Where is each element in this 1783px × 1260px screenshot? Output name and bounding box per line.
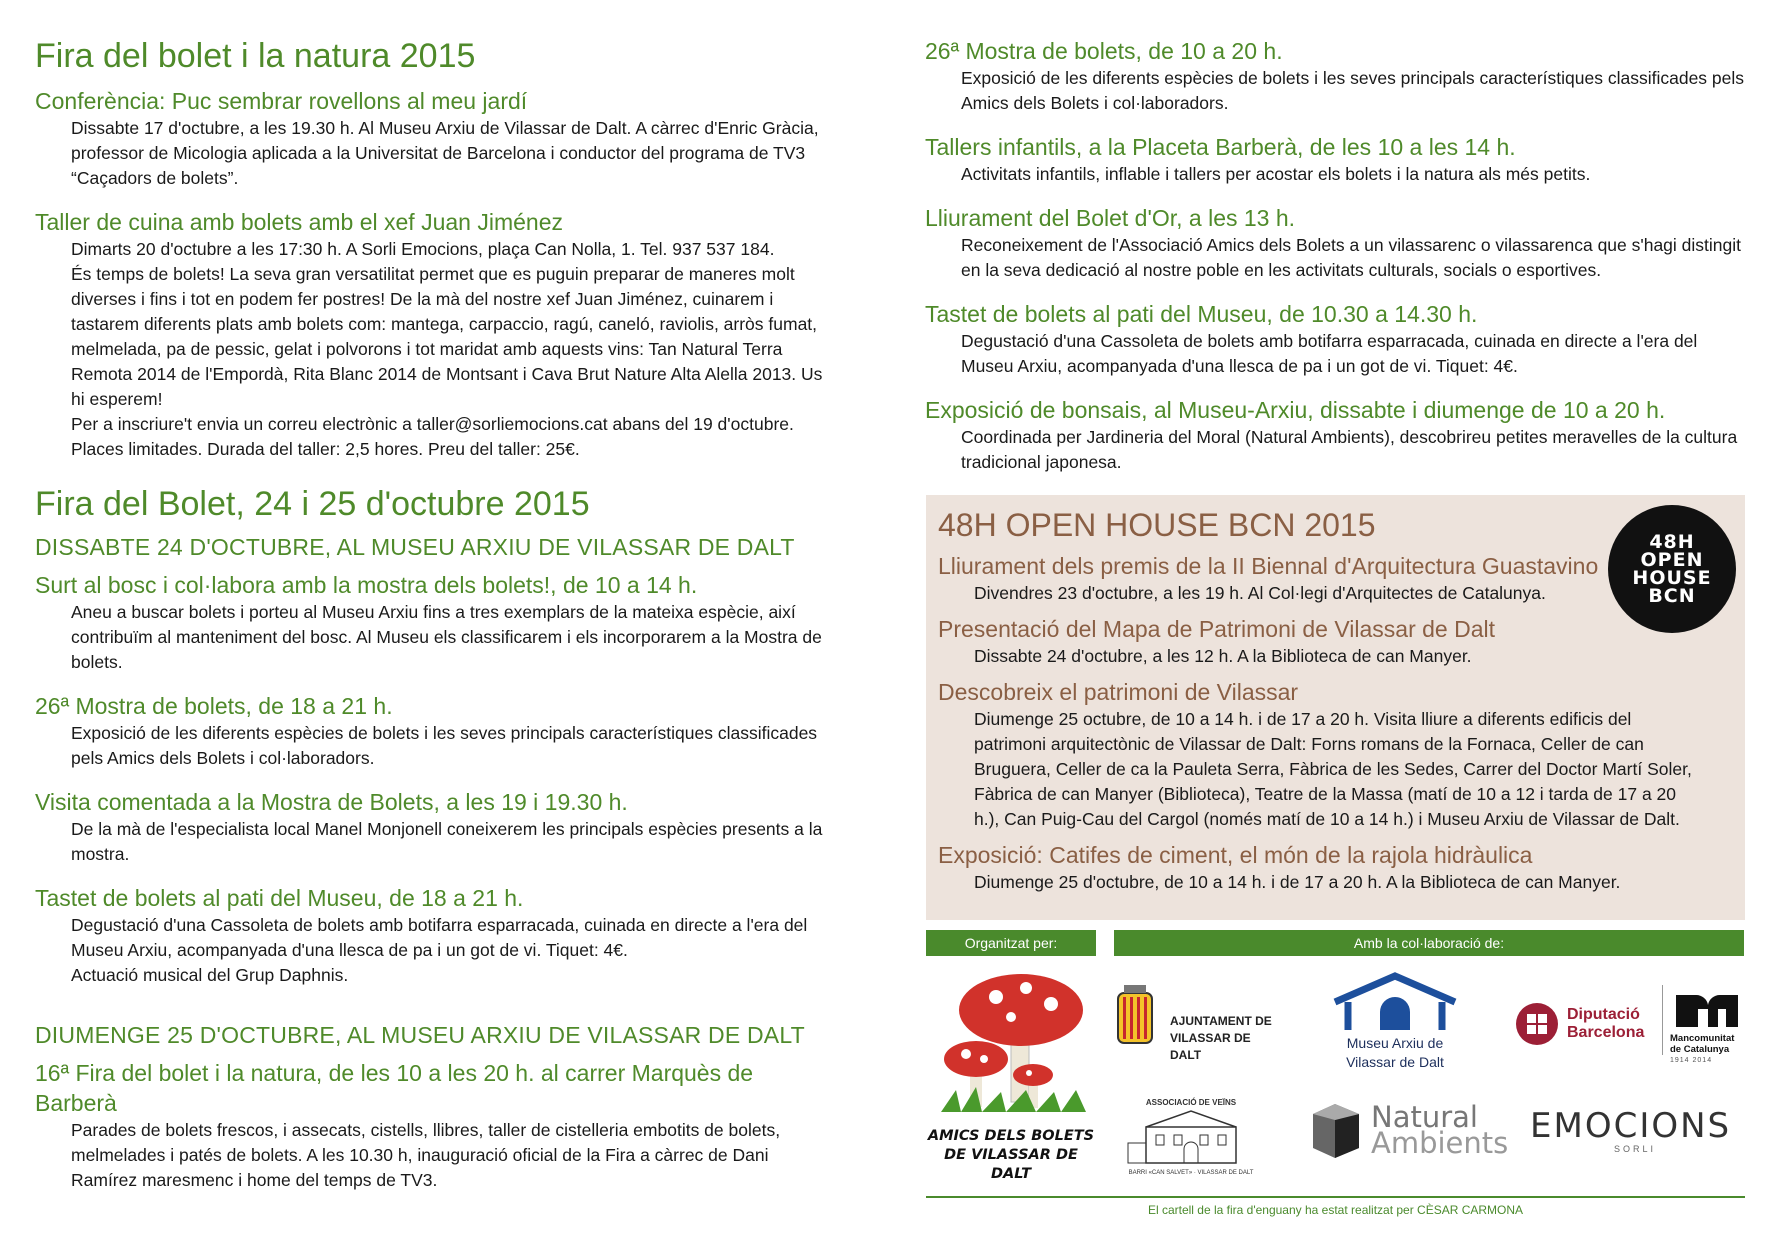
- sunday-heading: DIUMENGE 25 D'OCTUBRE, AL MUSEU ARXIU DE VILASSAR DE DALT: [35, 1022, 805, 1048]
- mancomunitat-logo: Mancomunitat de Catalunya 1914 2014: [1662, 985, 1747, 1065]
- event-item: Tastet de bolets al pati del Museu, de 10.30 a 14.30 h. Degustació d'una Cassoleta de bolets amb botifarra esparracada, cuinada en directe a l'era del Museu Arxiu, acompanyada d'una llesca de pa i un got de vi. Tiquet: 4€.: [925, 301, 1698, 376]
- event-conference: [35, 86, 830, 191]
- amics-bolets-logo: [926, 962, 1096, 1192]
- barcelona-text: Barcelona: [1567, 1024, 1645, 1041]
- openhouse-logo: 48H OPEN HOUSE BCN: [1608, 505, 1736, 633]
- diputacio-text: Diputació: [1567, 1006, 1640, 1023]
- openhouse-item: Exposició: Catifes de ciment, el món de la rajola hidràulica Diumenge 25 d'octubre, de 10 a 14 h. i de 17 a 20 h. A la Biblioteca de can Manyer.: [938, 842, 1621, 892]
- footer-divider: [926, 1196, 1745, 1198]
- left-column: [35, 0, 830, 1209]
- cube-icon: [1305, 1100, 1367, 1162]
- event-body: Dissabte 17 d'octubre, a les 19.30 h. Al Museu Arxiu de Vilassar de Dalt. A càrrec d'Enric Gràcia, professor de Micologia aplicada a la Universitat de Barcelona i conductor del programa de TV3 “Caçadors de bolets”.: [71, 118, 819, 188]
- event-item: Exposició de bonsais, al Museu-Arxiu, dissabte i diumenge de 10 a 20 h. Coordinada per Jardineria del Moral (Natural Ambients), descobrireu petites meravelles de la cultura tradicional japonesa.: [925, 397, 1738, 472]
- event-item: 26ª Mostra de bolets, de 10 a 20 h. Exposició de les diferents espècies de bolets i les seves principals característiques classificades pels Amics dels Bolets i col·laboradors.: [925, 38, 1745, 113]
- mancomunitat-m-icon: [1674, 991, 1740, 1029]
- natural-ambients-logo: [1305, 1100, 1509, 1170]
- right-column: [925, 0, 1747, 491]
- event-item: 16ª Fira del bolet i la natura, de les 10 a les 20 h. al carrer Marquès de Barberà Parades de bolets frescos, i assecats, cistells, llibres, taller de cistelleria embotits de bolets, melmelades i patés de bolets. A les 10.30 h, inauguració oficial de la Fira a càrrec de Dani Ramírez maresmenc i home del temps de TV3.: [35, 1060, 781, 1190]
- event-title: Taller de cuina amb bolets amb el xef Juan Jiménez: [35, 209, 564, 235]
- event-item: Visita comentada a la Mostra de Bolets, a les 19 i 19.30 h. De la mà de l'especialista local Manel Monjonell coneixerem les principals espècies presents a la mostra.: [35, 789, 823, 864]
- ambients-text: Ambients: [1371, 1126, 1509, 1160]
- museu-arxiu-text: Museu Arxiu de Vilassar de Dalt: [1346, 1035, 1444, 1070]
- emocions-text: EMOCIONS: [1530, 1106, 1732, 1146]
- diputacio-logo: [1515, 1002, 1645, 1052]
- event-title: Conferència: Puc sembrar rovellons al meu jardí: [35, 88, 528, 114]
- mancomunitat-text: Mancomunitat: [1670, 1033, 1735, 1044]
- footer-credit: El cartell de la fira d'enguany ha estat realitzat per CÈSAR CARMONA: [1147, 1203, 1524, 1217]
- event-item: 26ª Mostra de bolets, de 18 a 21 h. Exposició de les diferents espècies de bolets i les seves principals característiques classificades pels Amics dels Bolets i col·laboradors.: [35, 693, 818, 768]
- event-taller: [35, 207, 830, 462]
- openhouse-item: Descobreix el patrimoni de Vilassar Diumenge 25 octubre, de 10 a 14 h. i de 17 a 20 h. Visita lliure a diferents edificis del patrimoni arquitectònic de Vilassar de Dalt: Forns romans de la Fornaca, Celler de can Bruguera, Celler de ca la Pauleta Serra, Fàbrica de les Sedes, Carrer del Doctor Martí Soler, Fàbrica de can Manyer (Biblioteca), Teatre de la Massa (matí de 10 a 12 i tarda de 17 a 20 h.), Can Puig-Cau del Cargol (només matí de 10 a 14 h.) i Museu Arxiu de Vilassar de Dalt.: [938, 679, 1692, 829]
- event-item: Lliurament del Bolet d'Or, a les 13 h. Reconeixement de l'Associació Amics dels Bolets a un vilassarenc o vilassarenca que s'hagi distingit en la seva dedicació al nostre poble en les activitats culturals, socials o esportives.: [925, 205, 1741, 280]
- sorli-text: SORLI: [1613, 1144, 1656, 1154]
- museu-arxiu-logo: [1320, 972, 1470, 1072]
- diputacio-seal-icon: [1515, 1002, 1559, 1046]
- event-item: Tastet de bolets al pati del Museu, de 18 a 21 h. Degustació d'una Cassoleta de bolets amb botifarra esparracada, cuinada en directe a l'era del Museu Arxiu, acompanyada d'una llesca de pa i un got de vi. Tiquet: 4€. Actuació musical del Grup Daphnis.: [35, 885, 808, 985]
- natural-text: Natural: [1371, 1100, 1478, 1134]
- saturday-heading: DISSABTE 24 D'OCTUBRE, AL MUSEU ARXIU DE VILASSAR DE DALT: [35, 534, 795, 560]
- page-title: Fira del bolet i la natura 2015: [35, 37, 476, 75]
- openhouse-item: Presentació del Mapa de Patrimoni de Vilassar de Dalt Dissabte 24 d'octubre, a les 12 h. A la Biblioteca de can Manyer.: [938, 616, 1495, 666]
- openhouse-title: 48H OPEN HOUSE BCN 2015: [938, 507, 1376, 543]
- coat-of-arms-icon: [1114, 985, 1156, 1051]
- event-item: Surt al bosc i col·labora amb la mostra dels bolets!, de 10 a 14 h. Aneu a buscar bolets i porteu al Museu Arxiu fins a tres exemplars de la mateixa espècie, així contribuïm al manteniment del bosc. Al Museu els classificarem i els incorporarem a la Mostra de bolets.: [35, 572, 822, 672]
- house-icon: [1330, 972, 1460, 1032]
- associacio-veins-logo: ASSOCIACIÓ DE VEÏNS BARRI «CAN SALVET» · VILASSAR DE DALT: [1126, 1098, 1256, 1178]
- ajuntament-logo: [1114, 985, 1284, 1060]
- building-icon: [1126, 1107, 1256, 1165]
- amics-bolets-text: AMICS DELS BOLETS DE VILASSAR DE DALT: [927, 1128, 1095, 1182]
- collaboration-bar: Amb la col·laboració de:: [1114, 930, 1744, 956]
- mushroom-icon: [926, 962, 1096, 1122]
- openhouse-item: Lliurament dels premis de la II Biennal d'Arquitectura Guastavino Divendres 23 d'octubre, a les 19 h. Al Col·legi d'Arquitectes de Catalunya.: [938, 553, 1599, 603]
- section-title: Fira del Bolet, 24 i 25 d'octubre 2015: [35, 485, 590, 523]
- event-body: Dimarts 20 d'octubre a les 17:30 h. A Sorli Emocions, plaça Can Nolla, 1. Tel. 937 537 184. És temps de bolets! La seva gran versatilitat permet que es puguin preparar de maneres molt diverses i fins i tot en podem fer postres! De la mà del nostre xef Juan Jiménez, cuinarem i tastarem diferents plats amb bolets com: mantega, carpaccio, ragú, caneló, raviolis, arròs fumat, melmelada, pa de pessic, gelat i polvorons i tot maridat amb aquests vins: Tan Natural Terra Remota 2014 de l'Empordà, Rita Blanc 2014 de Montsant i Cava Brut Nature Alta Alella 2013. Us hi esperem! Per a inscriure't envia un correu electrònic a taller@sorliemocions.cat abans del 19 d'octubre. Places limitades. Durada del taller: 2,5 hores. Preu del taller: 25€.: [71, 239, 823, 459]
- event-item: Tallers infantils, a la Placeta Barberà, de les 10 a les 14 h. Activitats infantils, inflable i tallers per acostar els bolets i la natura als més petits.: [925, 134, 1591, 184]
- organizer-bar: Organitzat per:: [926, 930, 1096, 956]
- ajuntament-text: AJUNTAMENT DE VILASSAR DE DALT: [1170, 1014, 1272, 1062]
- openhouse-panel: [926, 495, 1745, 920]
- emocions-logo: [1530, 1108, 1750, 1168]
